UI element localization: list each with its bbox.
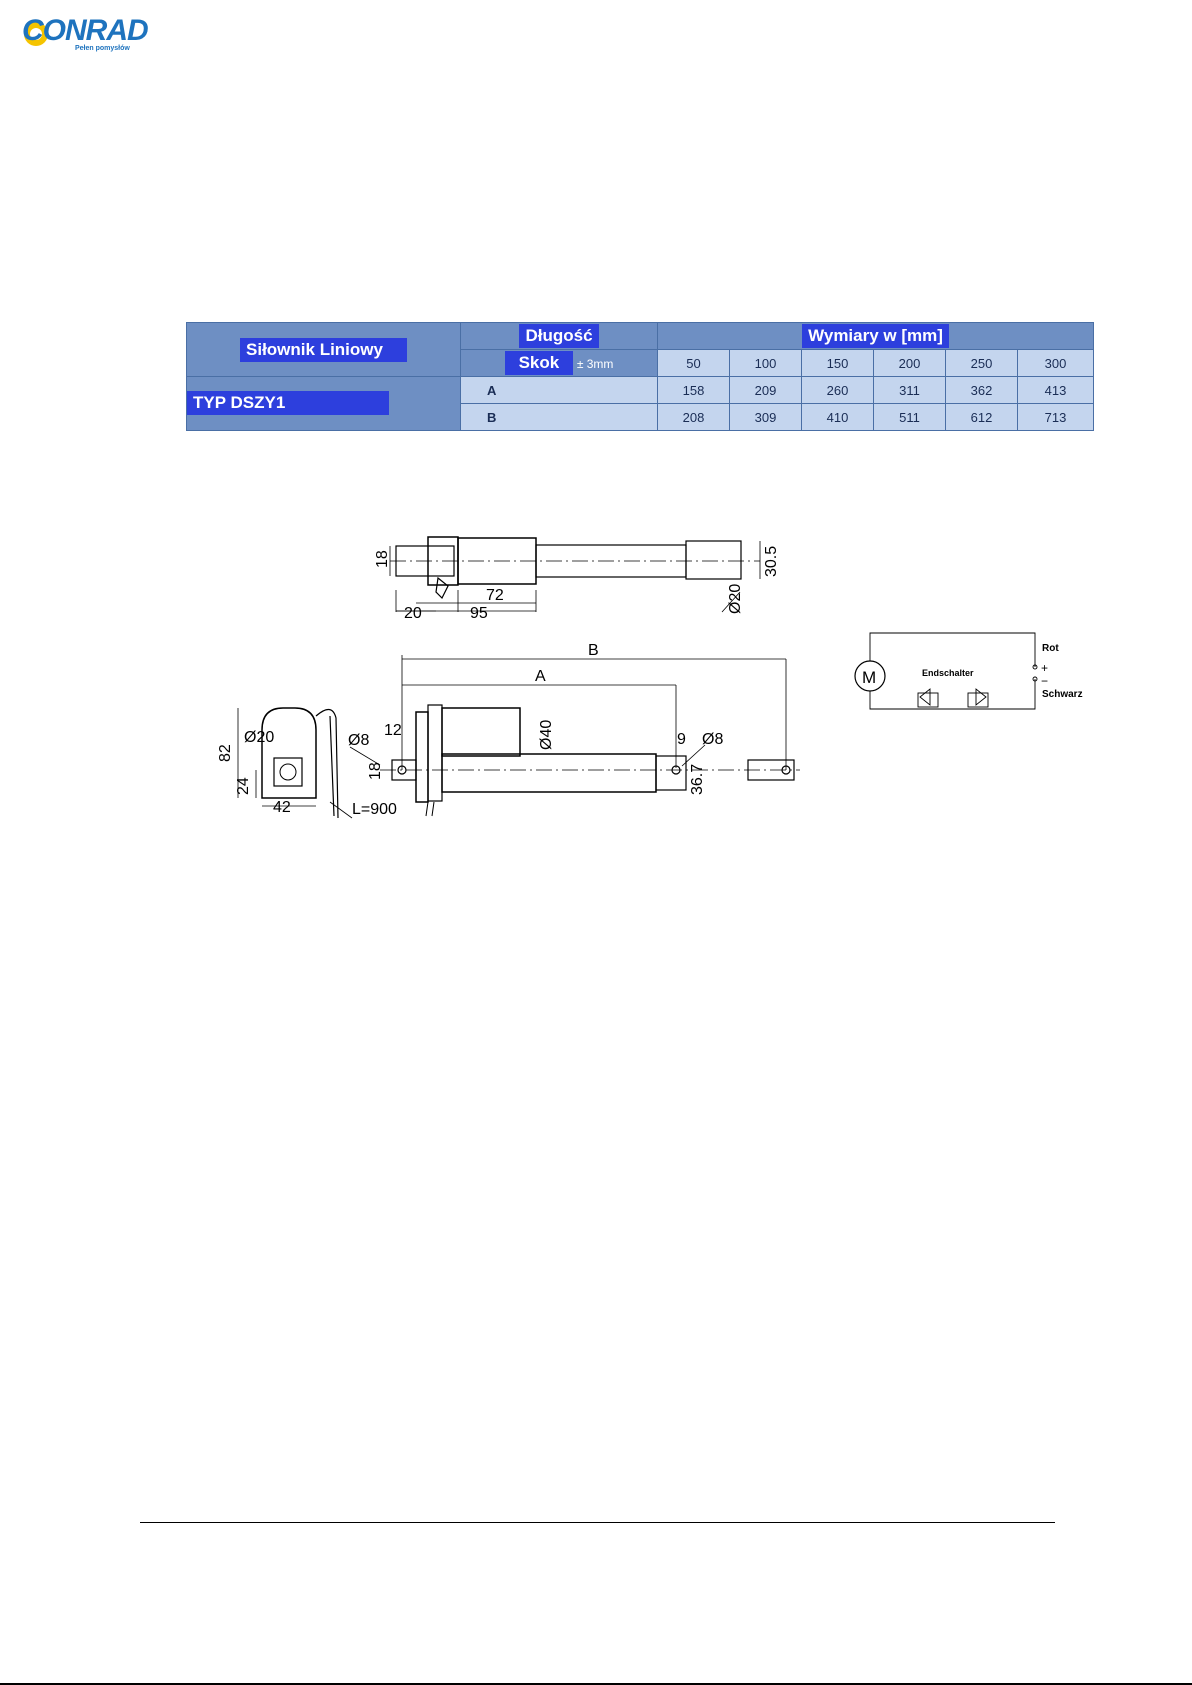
table-cell: 511 — [874, 404, 946, 431]
table-cell: 260 — [802, 377, 874, 404]
plus-label: + — [1041, 661, 1049, 675]
dim-label: Ø40 — [538, 719, 555, 750]
dim-label: 36.7 — [689, 763, 706, 795]
table-title: Siłownik Liniowy — [240, 338, 407, 362]
table-cell: 362 — [946, 377, 1018, 404]
dim-label: B — [588, 642, 599, 659]
dims-label: Wymiary w [mm] — [802, 324, 949, 348]
table-cell: 612 — [946, 404, 1018, 431]
motor-label: M — [862, 668, 877, 687]
dim-label: Ø20 — [727, 583, 744, 614]
diode-icon — [920, 689, 930, 705]
dim-label: 12 — [384, 722, 402, 739]
dim-label: 82 — [217, 744, 234, 762]
dim-label: 18 — [374, 550, 391, 568]
wire-black-label: Schwarz — [1042, 689, 1083, 700]
table-cell: 410 — [802, 404, 874, 431]
table-cell: 311 — [874, 377, 946, 404]
dim-label: 42 — [273, 799, 291, 816]
stroke-value: 200 — [874, 350, 946, 377]
side-view-labels — [348, 642, 723, 795]
stroke-value: 50 — [658, 350, 730, 377]
dim-label: 30.5 — [763, 545, 780, 577]
footer-rule — [140, 1522, 1055, 1523]
table-cell: 158 — [658, 377, 730, 404]
dim-label: Ø20 — [244, 729, 275, 746]
table-cell: 713 — [1018, 404, 1094, 431]
dim-label: Ø8 — [702, 731, 724, 748]
dim-label: L=900 — [352, 801, 397, 818]
stroke-value: 300 — [1018, 350, 1094, 377]
table-cell: 208 — [658, 404, 730, 431]
dim-label: 9 — [677, 731, 686, 748]
dim-label: 20 — [404, 605, 422, 622]
dim-label: A — [535, 668, 546, 685]
length-label: Długość — [519, 324, 598, 348]
minus-label: − — [1041, 674, 1049, 688]
dim-label: 95 — [470, 605, 488, 622]
dim-label: 18 — [367, 762, 384, 780]
logo-wordmark: CONRAD — [22, 14, 148, 47]
type-label: TYP DSZY1 — [187, 391, 389, 415]
dim-label: 24 — [235, 777, 252, 795]
dim-label: Ø8 — [348, 732, 370, 749]
stroke-value: 100 — [730, 350, 802, 377]
row-name-b: B — [461, 404, 658, 431]
top-view — [390, 537, 760, 612]
side-view — [350, 655, 800, 816]
circuit-labels — [862, 643, 1083, 700]
wire-red-label: Rot — [1042, 643, 1059, 654]
table-cell: 209 — [730, 377, 802, 404]
dim-label: 72 — [486, 587, 504, 604]
diode-icon — [976, 689, 986, 705]
stroke-value: 250 — [946, 350, 1018, 377]
table-cell: 309 — [730, 404, 802, 431]
row-name-a: A — [461, 377, 658, 404]
top-view-labels — [374, 546, 780, 622]
tolerance-label: ± 3mm — [576, 357, 614, 371]
switch-label: Endschalter — [922, 668, 974, 678]
table-cell: 413 — [1018, 377, 1094, 404]
stroke-label: Skok — [505, 351, 574, 375]
logo-tagline: Pełen pomysłów — [75, 45, 130, 52]
stroke-value: 150 — [802, 350, 874, 377]
end-view — [238, 708, 352, 818]
